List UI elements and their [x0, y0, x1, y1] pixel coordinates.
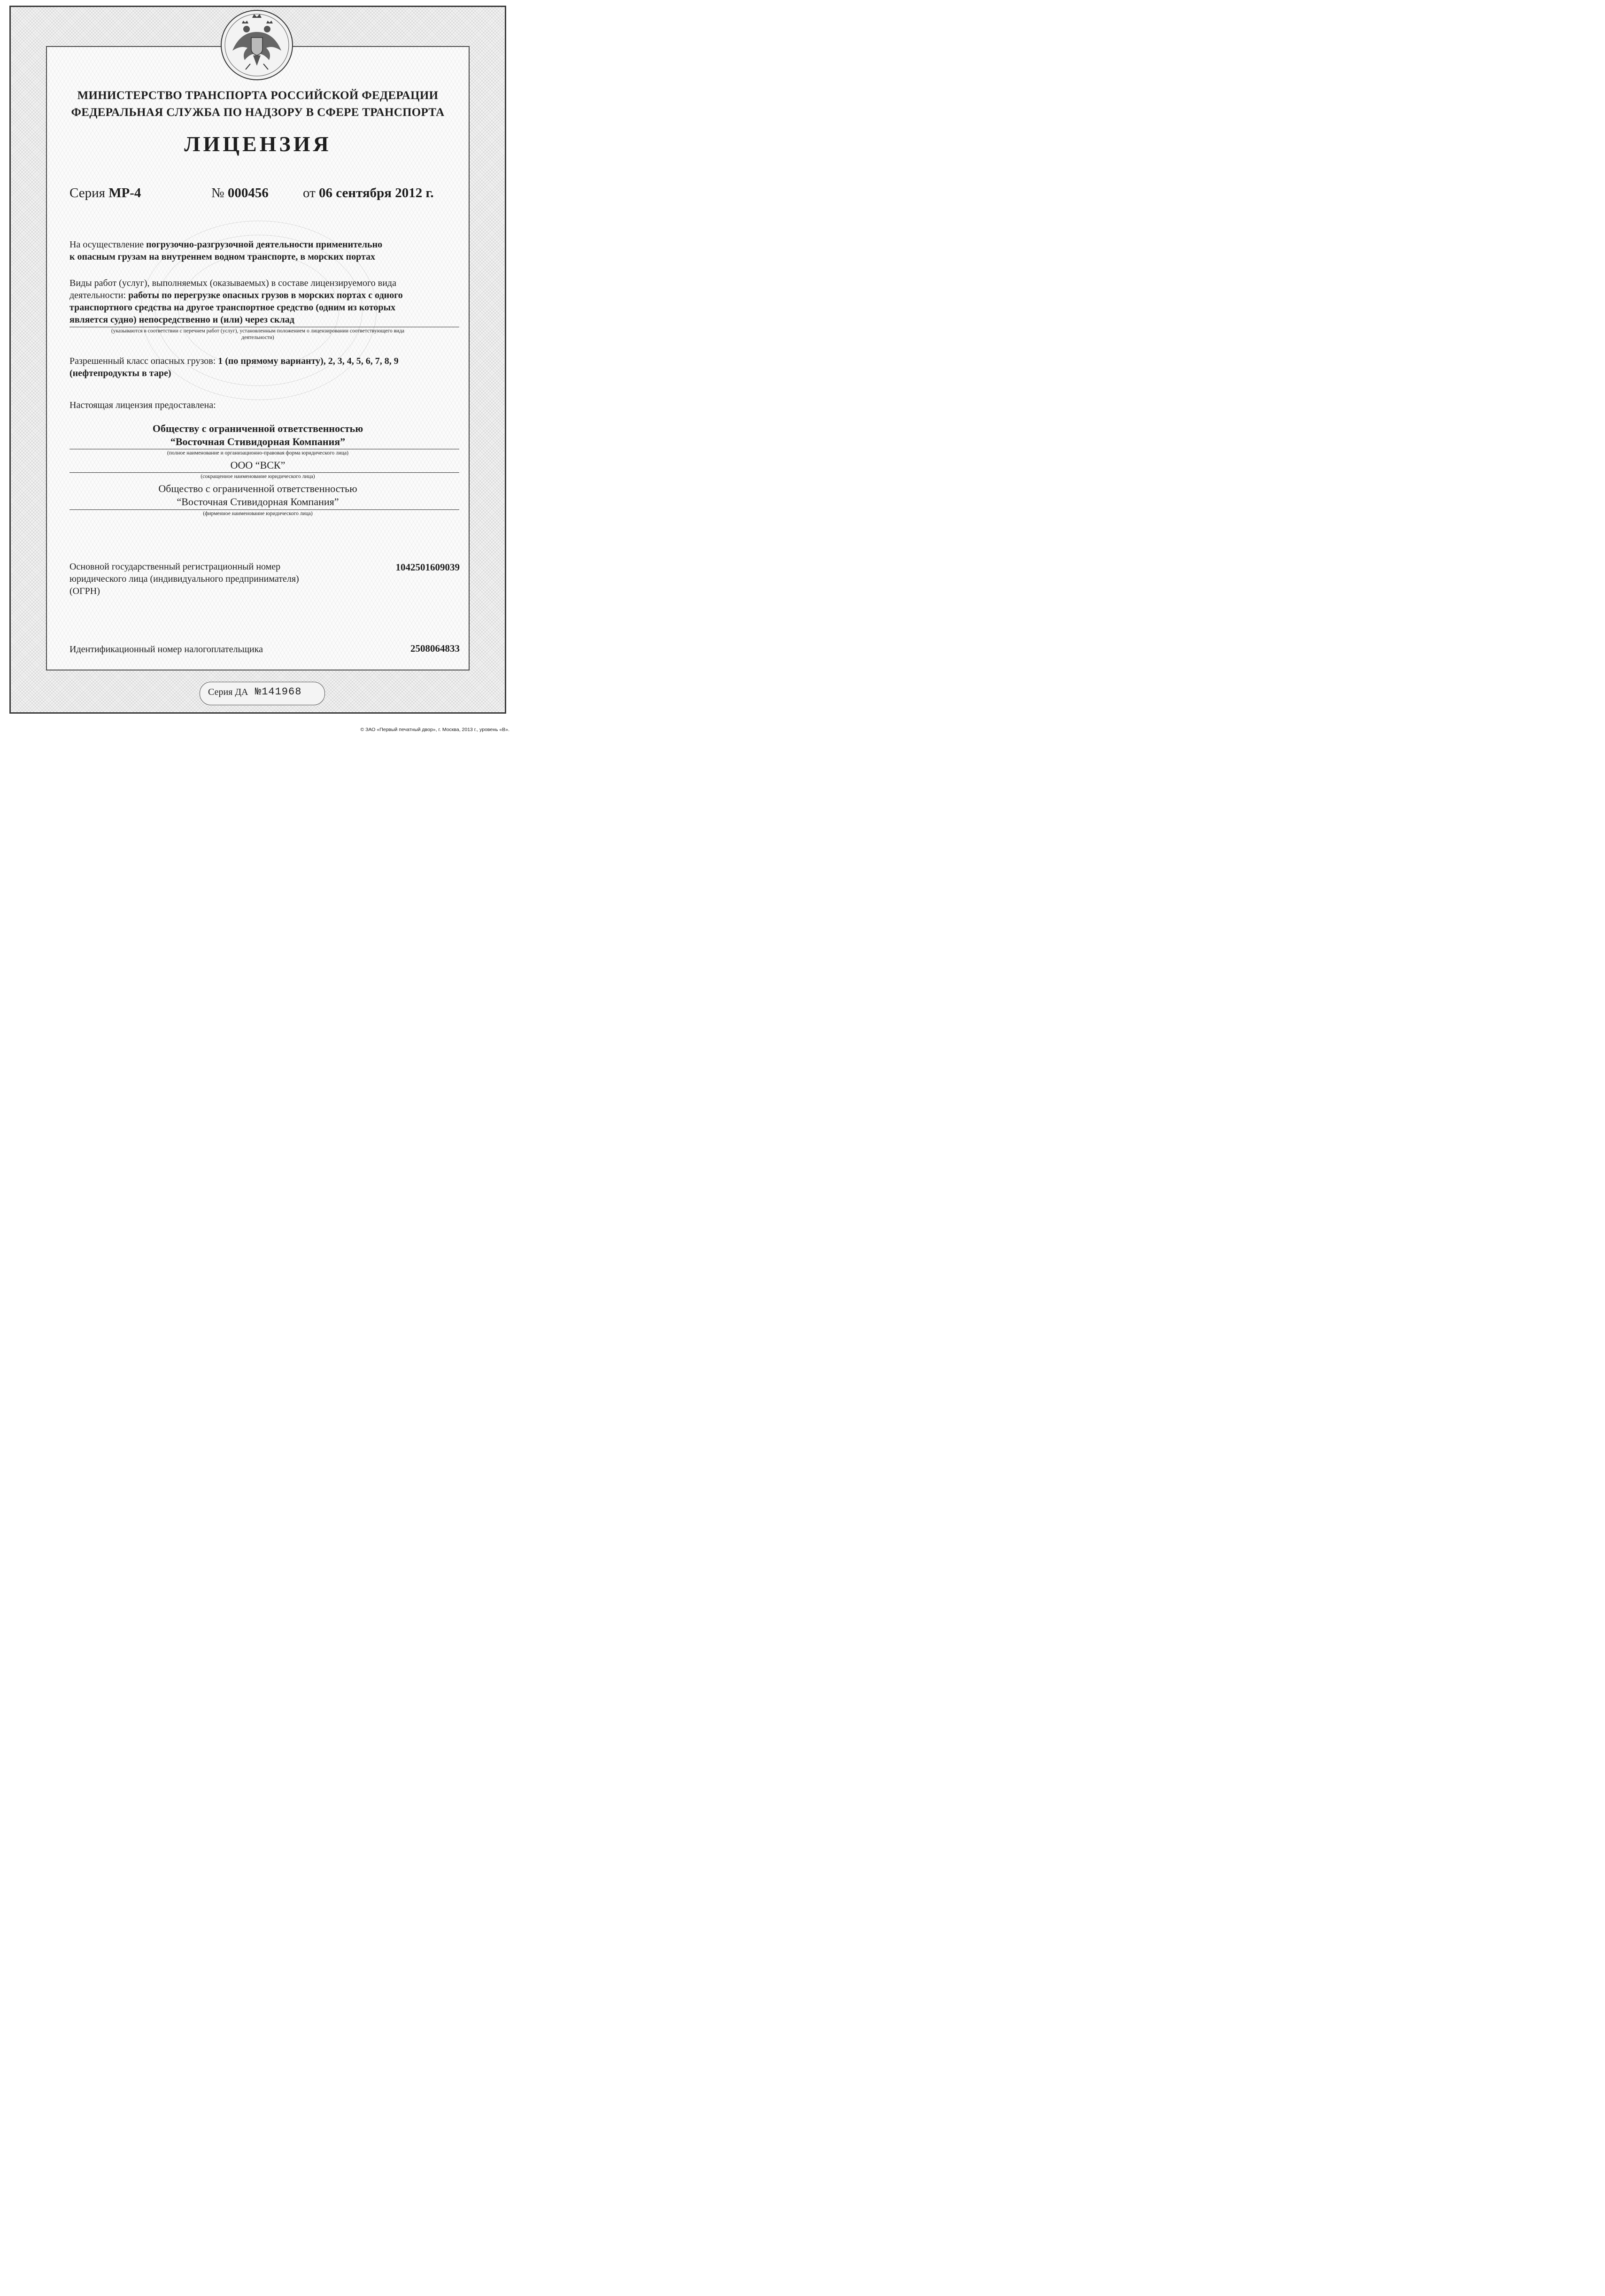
- activity-line-2: к опасным грузам на внутреннем водном транспорте, в морских портах: [69, 252, 376, 262]
- classes-line-1: Разрешенный класс опасных грузов: 1 (по прямому варианту), 2, 3, 4, 5, 6, 7, 8, 9: [69, 356, 399, 366]
- classes-line-2: (нефтепродукты в таре): [69, 368, 171, 378]
- brand-name-note: (фирменное наименование юридического лица): [203, 511, 313, 516]
- form-series-label: Серия ДА: [208, 687, 248, 697]
- works-line-1: Виды работ (услуг), выполняемых (оказываемых) в составе лицензируемого вида: [69, 278, 396, 288]
- brand-name-line-1: Общество с ограниченной ответственностью: [158, 483, 357, 494]
- inn-label: Идентификационный номер налогоплательщика: [69, 644, 263, 655]
- inn-value: 2508064833: [410, 643, 460, 654]
- activity-line-1: На осуществление погрузочно-разгрузочной деятельности применительно: [69, 239, 383, 250]
- ogrn-label-2: юридического лица (индивидуального предпринимателя): [69, 574, 299, 584]
- short-name-note: (сокращенное наименование юридического лица): [201, 474, 315, 479]
- ogrn-value: 1042501609039: [395, 562, 460, 573]
- granted-label: Настоящая лицензия предоставлена:: [69, 400, 216, 410]
- ministry-heading: МИНИСТЕРСТВО ТРАНСПОРТА РОССИЙСКОЙ ФЕДЕРАЦИИ: [77, 89, 439, 102]
- form-number: №141968: [255, 686, 302, 698]
- coat-of-arms-emblem: [219, 8, 294, 81]
- license-number: № 000456: [211, 185, 269, 200]
- short-name: ООО “ВСК”: [230, 459, 286, 471]
- short-name-underline: [69, 472, 459, 473]
- brand-name-line-2: “Восточная Стивидорная Компания”: [177, 496, 339, 508]
- document-title: ЛИЦЕНЗИЯ: [184, 132, 332, 156]
- ogrn-label-3: (ОГРН): [69, 586, 100, 596]
- license-date: от 06 сентября 2012 г.: [303, 185, 434, 200]
- works-line-3: транспортного средства на другое транспортное средство (одним из которых: [69, 302, 396, 313]
- license-series: Серия МР-4: [69, 185, 141, 200]
- ogrn-label-1: Основной государственный регистрационный номер: [69, 562, 281, 572]
- full-name-note: (полное наименование и организационно-правовая форма юридического лица): [167, 450, 349, 456]
- works-note-2: деятельности): [241, 335, 274, 340]
- brand-name-underline: [69, 509, 459, 510]
- full-name-line-2: “Восточная Стивидорная Компания”: [170, 436, 346, 447]
- printer-note: © ЗАО «Первый печатный двор», г. Москва, 2013 г., уровень «В».: [360, 727, 509, 732]
- service-heading: ФЕДЕРАЛЬНАЯ СЛУЖБА ПО НАДЗОРУ В СФЕРЕ ТРАНСПОРТА: [71, 106, 445, 119]
- works-line-2: деятельности: работы по перегрузке опасных грузов в морских портах с одного: [69, 290, 403, 300]
- works-line-4: является судно) непосредственно и (или) через склад: [69, 315, 294, 325]
- full-name-line-1: Обществу с ограниченной ответственностью: [152, 423, 363, 434]
- works-note-1: (указываются в соответствии с перечнем работ (услуг), установленным положением о лицензировании соответствующего вида: [111, 328, 405, 334]
